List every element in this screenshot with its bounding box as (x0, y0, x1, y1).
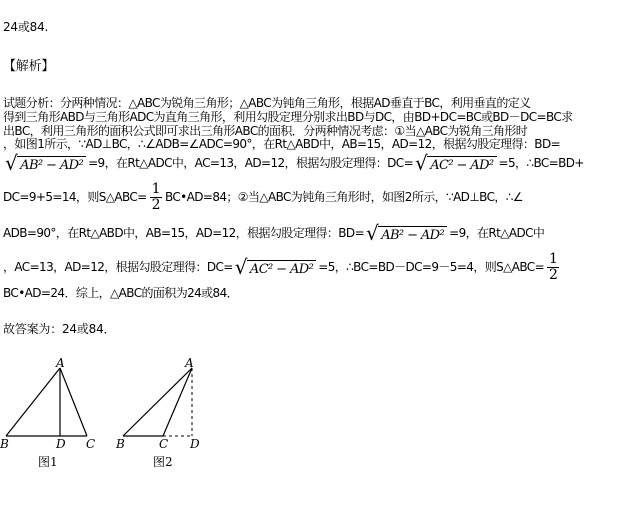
analysis-line-4: ，如图1所示，∵AD⊥BC，∴∠ADB=∠ADC=90°，在Rt△ABD中，AB=15，AD=12，根据勾股定理得：BD= (3, 137, 561, 151)
side-ab (6, 368, 60, 436)
sqrt-ac-ad: √ AC² − AD² (415, 153, 496, 174)
side-ac (60, 368, 87, 436)
analysis-line-8: ，AC=13，AD=12，根据勾股定理得：DC= √ AC² − AD² =5，∴BC=BD－DC=9－5=4，则S△ABC= $\frac{1}{2}$ (3, 251, 558, 283)
label-c: C (86, 437, 96, 451)
figure-1 (0, 356, 110, 474)
side-ab (123, 368, 192, 436)
analysis-line-9: BC•AD=24．综上，△ABC的面积为24或84． (3, 286, 239, 300)
analysis-heading: 【解析】 (3, 59, 55, 74)
label-c: C (159, 437, 169, 451)
figure-2 (115, 356, 225, 474)
label-a: A (56, 356, 65, 370)
answer-top: 24或84. (3, 20, 49, 34)
fraction-half-2: $\frac{1}{2}$ (549, 251, 558, 283)
label-a: A (185, 356, 194, 370)
analysis-line-6: DC=9+5=14，则S△ABC= $\frac{1}{2}$ BC•AD=84；②当△ABC为钝角三角形时，如图2所示，∵AD⊥BC，∴∠ (3, 181, 523, 213)
side-ac (163, 368, 192, 436)
label-b: B (0, 437, 9, 451)
analysis-line-3: 出BC，利用三角形的面积公式即可求出三角形ABC的面积．分两种情况考虑：①当△ABC为锐角三角形时 (3, 124, 528, 138)
sqrt-ab-ad: √ AB² − AD² (5, 153, 86, 174)
label-b: B (116, 437, 125, 451)
caption-figure-2: 图2 (153, 455, 173, 469)
final-answer: 故答案为：24或84． (3, 322, 116, 336)
caption-figure-1: 图1 (38, 455, 58, 469)
label-d: D (190, 437, 200, 451)
fraction-half: $\frac{1}{2}$ (151, 181, 160, 213)
sqrt-ab-ad-2: √ AB² − AD² (366, 223, 447, 244)
sqrt-ac-ad-2: √ AC² − AD² (235, 257, 316, 278)
analysis-line-5: √ AB² − AD² =9，在Rt△ADC中，AC=13，AD=12，根据勾股定理得：DC= √ AC² − AD² =5，∴BC=BD+ (5, 151, 584, 175)
label-d: D (56, 437, 66, 451)
analysis-line-7: ADB=90°，在Rt△ABD中，AB=15，AD=12，根据勾股定理得：BD= √ AB² − AD² =9，在Rt△ADC中 (3, 221, 545, 245)
analysis-line-1: 试题分析：分两种情况：△ABC为锐角三角形；△ABC为钝角三角形，根据AD垂直于BC，利用垂直的定义 (3, 96, 531, 110)
analysis-line-2: 得到三角形ABD与三角形ADC为直角三角形，利用勾股定理分别求出BD与DC，由BD+DC=BC或BD－DC=BC求 (3, 110, 573, 124)
